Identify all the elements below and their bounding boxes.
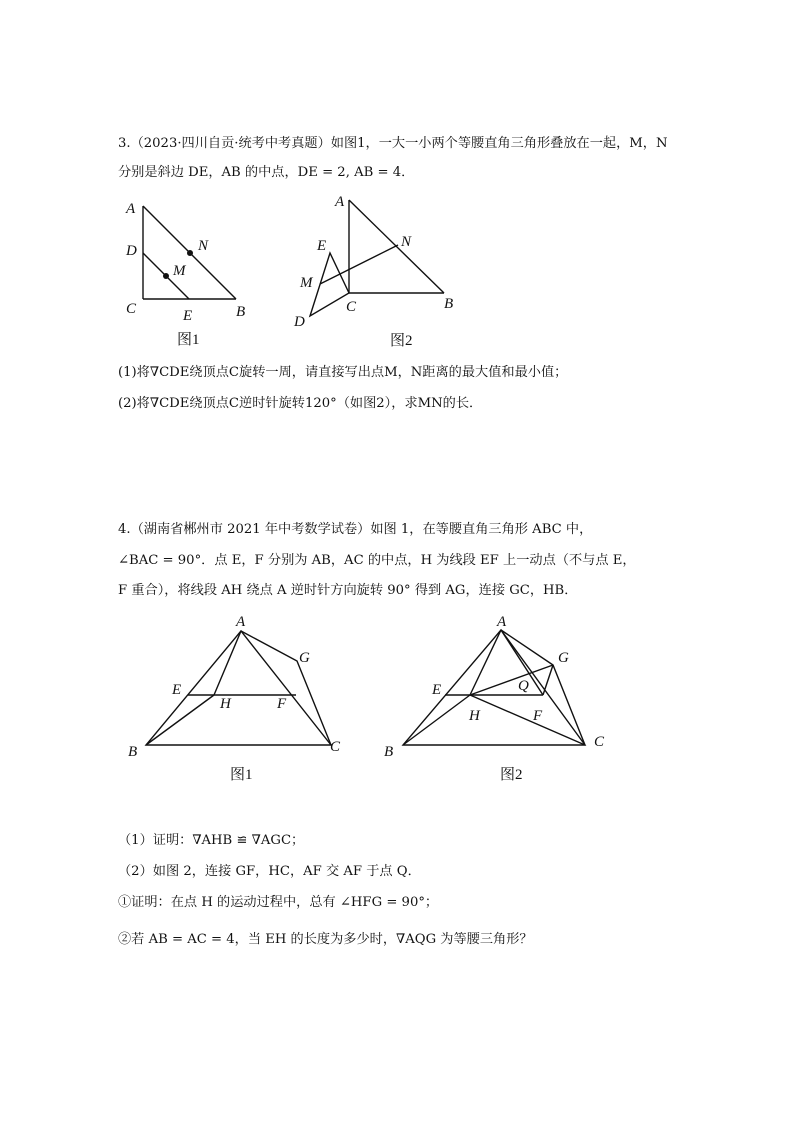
q3-sub-1: (1)将∇CDE绕顶点C旋转一周，请直接写出点M，N距离的最大值和最小值；: [118, 365, 568, 380]
q4f1-label-E: E: [172, 682, 182, 698]
q4f2-label-Q: Q: [518, 678, 529, 694]
q4f1-label-G: G: [299, 650, 310, 666]
q4f2-caption: 图2: [500, 767, 523, 783]
q4f1-label-H: H: [220, 696, 231, 712]
q4-sub-3: ①证明：在点 H 的运动过程中，总有 ∠HFG = 90°；: [118, 895, 439, 910]
fig2-label-D: D: [294, 314, 305, 330]
q3-line-1: 3.（2023·四川自贡·统考中考真题）如图1，一大一小两个等腰直角三角形叠放在一起，M，N: [118, 136, 668, 151]
fig1-label-E: E: [183, 308, 193, 324]
q4f2-label-A: A: [497, 614, 507, 630]
q4-sub-2: （2）如图 2，连接 GF，HC，AF 交 AF 于点 Q．: [118, 864, 421, 879]
fig2-label-C: C: [346, 299, 357, 315]
q4f1-label-B: B: [128, 744, 138, 760]
q4f2-label-C: C: [594, 734, 605, 750]
fig2-label-N: N: [401, 234, 412, 250]
q4f1-label-C: C: [330, 739, 341, 755]
fig1-caption: 图1: [177, 332, 200, 348]
fig1-label-M: M: [173, 263, 186, 279]
q4f2-segment-HB: [403, 695, 470, 745]
fig1-label-A: A: [126, 201, 136, 217]
q4-sub-1: （1）证明：∇AHB ≌ ∇AGC；: [118, 833, 305, 848]
fig1-label-C: C: [126, 301, 137, 317]
q4f2-label-G: G: [558, 650, 569, 666]
q3-line-2: 分别是斜边 DE，AB 的中点，DE = 2, AB = 4．: [118, 165, 415, 180]
q4f2-label-F: F: [533, 708, 543, 724]
q4f2-label-H: H: [469, 708, 480, 724]
q4f2-label-E: E: [432, 682, 442, 698]
fig1-label-D: D: [126, 243, 137, 259]
q4f1-caption: 图1: [230, 767, 253, 783]
q4f1-label-A: A: [236, 614, 246, 630]
fig2-label-B: B: [444, 296, 454, 312]
q4f2-segment-GF: [543, 665, 553, 695]
q4f1-label-F: F: [277, 696, 287, 712]
q4f2-label-B: B: [384, 744, 394, 760]
fig1-label-B: B: [236, 304, 246, 320]
q4-line-2: ∠BAC = 90°．点 E，F 分别为 AB，AC 的中点，H 为线段 EF 上一动点（不与点 E，: [118, 553, 636, 568]
q4-sub-4: ②若 AB = AC = 4，当 EH 的长度为多少时，∇AQG 为等腰三角形？: [118, 932, 533, 947]
fig1-label-N: N: [198, 238, 209, 254]
q3-sub-2: (2)将∇CDE绕顶点C逆时针旋转120°（如图2），求MN的长．: [118, 396, 483, 411]
q4-line-1: 4.（湖南省郴州市 2021 年中考数学试卷）如图 1，在等腰直角三角形 ABC 中，: [118, 522, 593, 537]
fig2-label-E: E: [317, 238, 327, 254]
q4f2-triangle-ABC: [403, 630, 585, 745]
q4-line-3: F 重合），将线段 AH 绕点 A 逆时针方向旋转 90° 得到 AG，连接 GC，HB．: [118, 583, 578, 598]
fig2-caption: 图2: [390, 333, 413, 349]
fig2-label-A: A: [335, 194, 345, 210]
fig2-label-M: M: [300, 275, 313, 291]
